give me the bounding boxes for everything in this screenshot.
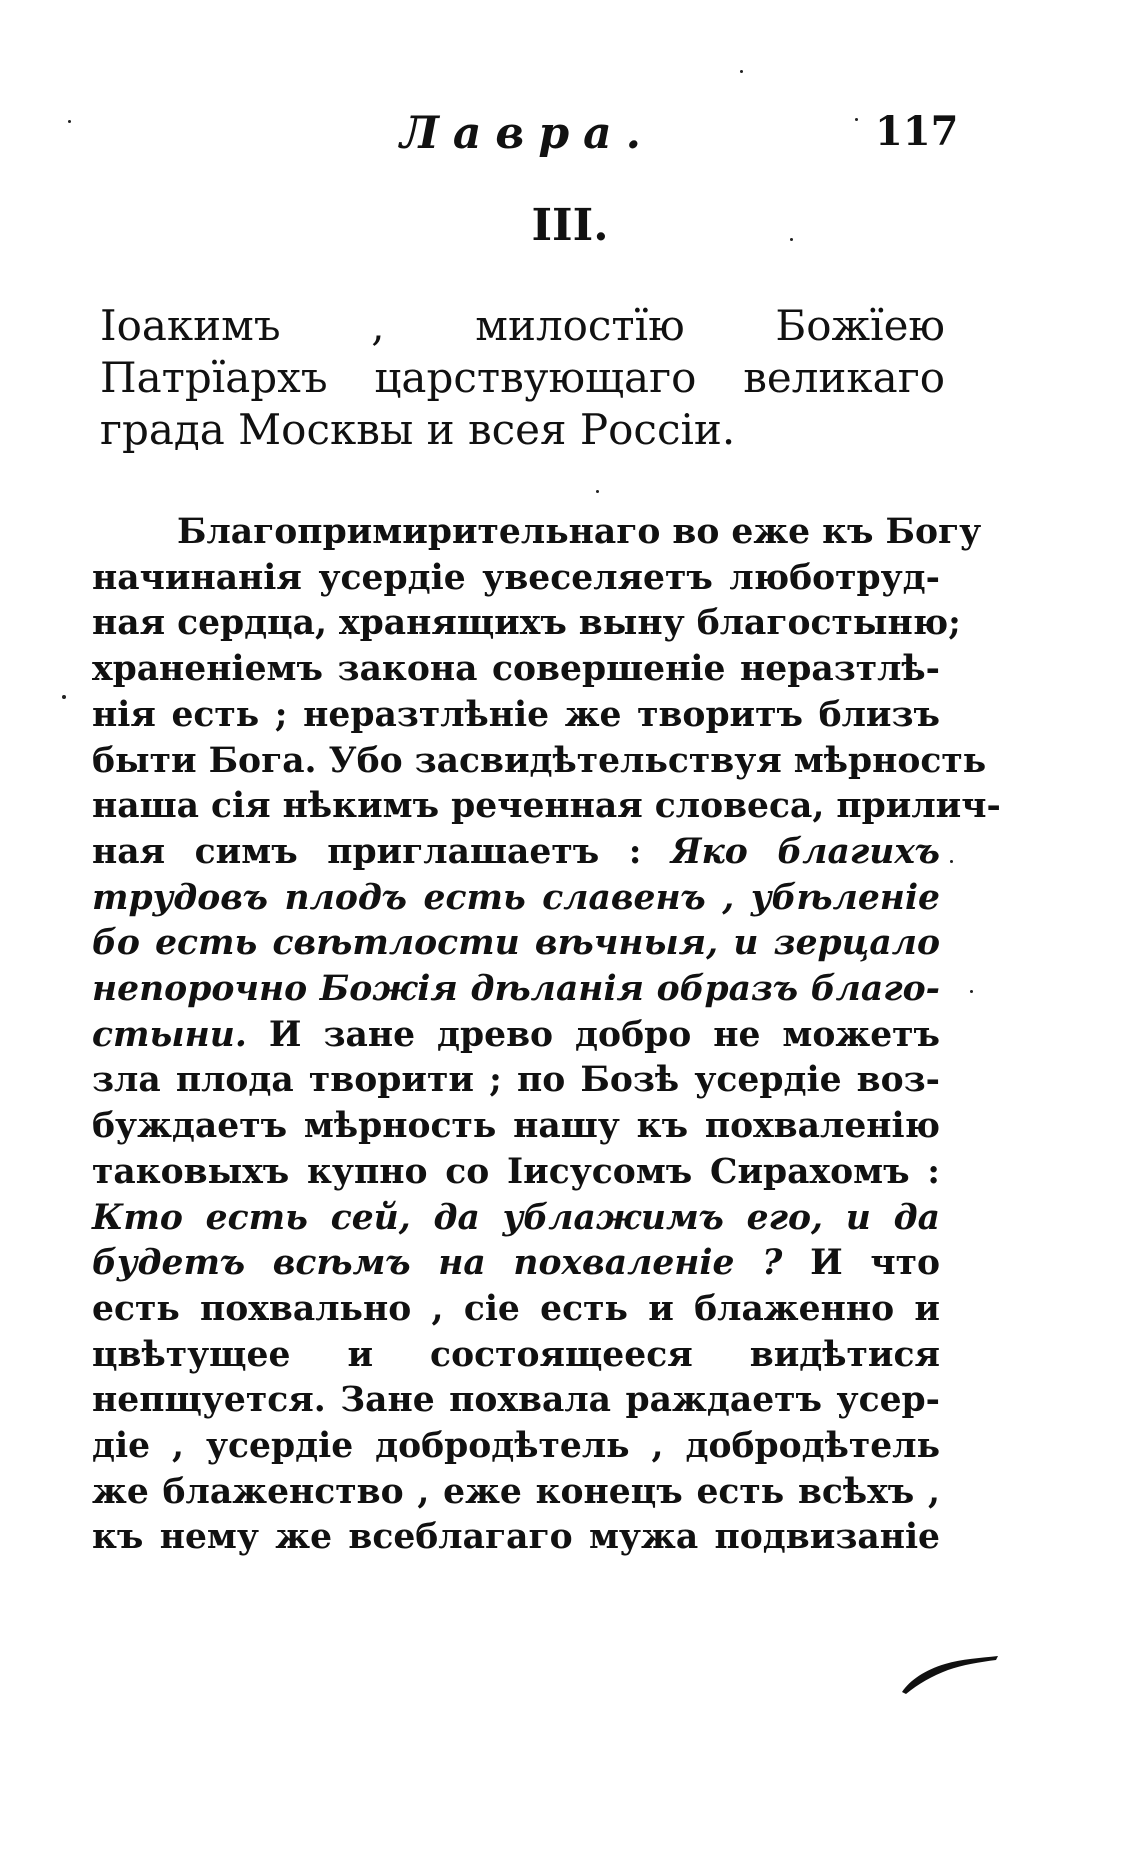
heading-line: града Москвы и всея Россіи. bbox=[100, 405, 736, 454]
body-text-run: И зане древо добро не можетъ bbox=[268, 1014, 940, 1055]
quote-text: будетъ всѣмъ на похваленіе ? bbox=[92, 1243, 783, 1284]
body-line: буждаетъ мѣрность нашу къ похваленію bbox=[92, 1106, 940, 1147]
scan-speck bbox=[68, 120, 71, 123]
body-line: есть похвально , сіе есть и блаженно и bbox=[92, 1288, 940, 1329]
body-line: таковыхъ купно со Іисусомъ Сирахомъ : bbox=[92, 1151, 940, 1192]
page-number: 117 bbox=[875, 108, 959, 155]
body-line: храненіемъ закона совершеніе неразтлѣ- bbox=[92, 649, 940, 690]
running-title: Лавра. bbox=[400, 108, 655, 159]
body-line: ная сердца, хранящихъ выну благостыню; bbox=[92, 603, 961, 644]
quote-line: бо есть свѣтлости вѣчныя, и зерцало bbox=[92, 923, 940, 964]
body-line-mixed bbox=[92, 1241, 940, 1287]
quote-line: непорочно Божія дѣланія образъ благо- bbox=[92, 969, 940, 1010]
quote-line: Кто есть сей, да ублажимъ его, и да bbox=[92, 1197, 940, 1238]
scan-speck bbox=[740, 70, 743, 73]
body-line: же блаженство , еже конецъ есть всѣхъ , bbox=[92, 1471, 940, 1512]
body-line: діе , усердіе добродѣтель , добродѣтель bbox=[92, 1426, 940, 1467]
scan-speck bbox=[596, 490, 599, 493]
scan-speck bbox=[790, 238, 793, 241]
body-line: наша сія нѣкимъ реченная словеса, прилич- bbox=[92, 786, 1001, 827]
quote-line: трудовъ плодъ есть славенъ , убѣленіе bbox=[92, 877, 940, 918]
body-line: къ нему же всеблагаго мужа подвизаніе bbox=[92, 1517, 940, 1558]
body-line-mixed bbox=[92, 830, 940, 876]
body-line: начинанія усердіе увеселяетъ люботруд- bbox=[92, 557, 940, 598]
body-line: цвѣтущее и состоящееся видѣтися bbox=[92, 1334, 940, 1375]
body-line: быти Бога. Убо засвидѣтельствуя мѣрность bbox=[92, 740, 987, 781]
body-line: зла плода творити ; по Бозѣ усердіе воз- bbox=[92, 1060, 940, 1101]
heading-line: Іоакимъ , милостїю Божїею bbox=[100, 301, 945, 350]
body-line: Благопримирительнаго во еже къ Богу bbox=[177, 512, 982, 552]
scan-speck bbox=[62, 695, 66, 699]
body-line: нія есть ; неразтлѣніе же творитъ близъ bbox=[92, 694, 940, 735]
quote-text: Яко благихъ bbox=[671, 831, 940, 872]
scan-speck bbox=[970, 990, 973, 993]
body-text-run: И что bbox=[810, 1243, 940, 1284]
document-heading bbox=[100, 300, 945, 456]
scan-speck bbox=[855, 118, 858, 121]
body-line-mixed bbox=[92, 1013, 940, 1059]
body-text-run: ная симъ приглашаетъ : bbox=[92, 831, 642, 872]
body-line: непщуется. Зане похвала раждаетъ усер- bbox=[92, 1380, 940, 1421]
heading-line: Патрїархъ царствующаго великаго bbox=[100, 353, 945, 402]
section-number: III. bbox=[531, 200, 609, 251]
body-text bbox=[92, 510, 1001, 1561]
ink-smudge-icon bbox=[900, 1650, 1000, 1695]
scan-speck bbox=[950, 860, 953, 863]
quote-text: стыни. bbox=[92, 1014, 247, 1055]
